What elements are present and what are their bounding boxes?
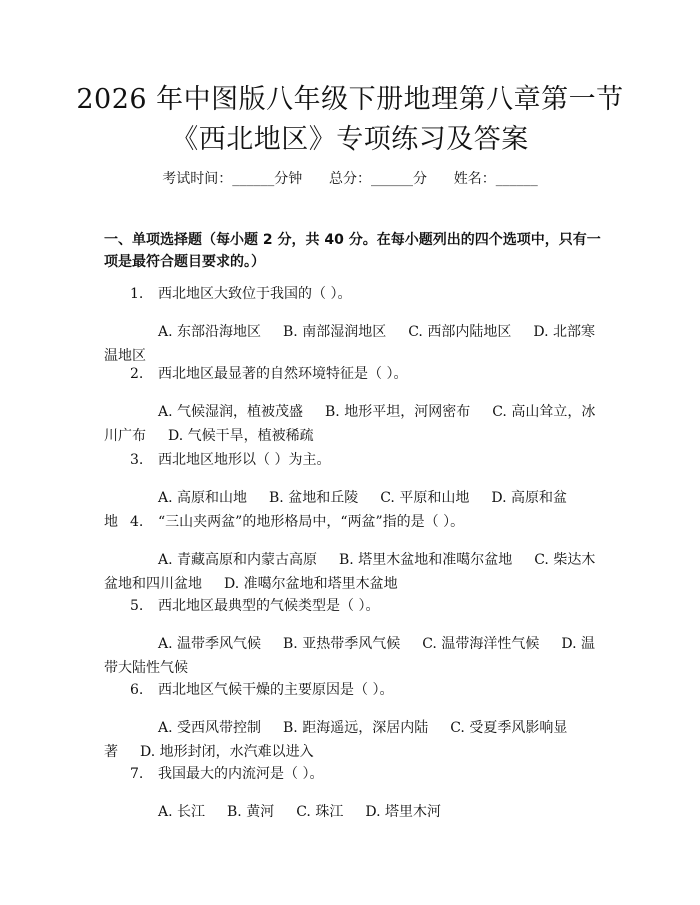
question-stem: 4. “三山夹两盆”的地形格局中，“两盆”指的是（ ）。 [130,514,465,530]
option-a: A. 高原和山地 [158,490,248,506]
title-line-2: 《西北地区》专项练习及答案 [171,124,529,155]
option-c: C. 珠江 [296,804,344,820]
option-b: B. 亚热带季风气候 [283,636,401,652]
question-options [104,400,602,448]
question-options [104,548,602,596]
option-c: C. 温带海洋性气候 [422,636,540,652]
document-title [0,82,700,162]
question-1 [104,282,602,368]
question-options [104,632,602,680]
question-stem: 5. 西北地区最典型的气候类型是（ ）。 [130,598,380,614]
option-c: C. 柴达木盆地和四川盆地 [104,552,596,592]
option-a: A. 受西风带控制 [158,720,262,736]
option-d: D. 地形封闭，水汽难以进入 [140,744,314,760]
option-a: A. 东部沿海地区 [158,324,262,340]
option-b: B. 地形平坦，河网密布 [325,404,471,420]
option-d: D. 温带大陆性气候 [104,636,595,676]
question-options [104,716,602,764]
question-options [104,320,602,368]
option-a: A. 气候湿润，植被茂盛 [158,404,304,420]
option-c: C. 高山耸立，冰川广布 [104,404,596,444]
question-6 [104,678,602,764]
option-b: B. 塔里木盆地和准噶尔盆地 [339,552,513,568]
question-4 [104,510,602,596]
question-5 [104,594,602,680]
option-d: D. 北部寒温地区 [104,324,595,364]
option-d: D. 气候干旱，植被稀疏 [168,428,314,444]
section-heading-single-choice: 一、单项选择题（每小题 2 分，共 40 分。在每小题列出的四个选项中，只有一项是最符合题目要求的。） [104,232,601,270]
option-d: D. 塔里木河 [365,804,441,820]
option-a: A. 温带季风气候 [158,636,262,652]
question-stem: 6. 西北地区气候干燥的主要原因是（ ）。 [130,682,394,698]
option-a: A. 青藏高原和内蒙古高原 [158,552,318,568]
option-d: D. 准噶尔盆地和塔里木盆地 [224,576,398,592]
question-2 [104,362,602,448]
option-d: D. 高原和盆地 [104,490,567,530]
question-stem: 2. 西北地区最显著的自然环境特征是（ ）。 [130,366,408,382]
option-c: C. 平原和山地 [380,490,470,506]
option-b: B. 黄河 [227,804,275,820]
option-b: B. 盆地和丘陵 [269,490,359,506]
title-line-1: 2026 年中图版八年级下册地理第八章第一节 [76,84,624,115]
option-c: C. 西部内陆地区 [408,324,512,340]
option-a: A. 长江 [158,804,206,820]
question-options [104,800,602,824]
option-b: B. 距海遥远，深居内陆 [283,720,429,736]
question-7 [104,762,602,824]
exam-meta-info: 考试时间：______分钟 总分：______分 姓名：______ [162,171,538,187]
question-stem: 3. 西北地区地形以（ ）为主。 [130,452,331,468]
option-c: C. 受夏季风影响显著 [104,720,568,760]
option-b: B. 南部湿润地区 [283,324,387,340]
question-stem: 7. 我国最大的内流河是（ ）。 [130,766,324,782]
question-stem: 1. 西北地区大致位于我国的（ ）。 [130,286,352,302]
